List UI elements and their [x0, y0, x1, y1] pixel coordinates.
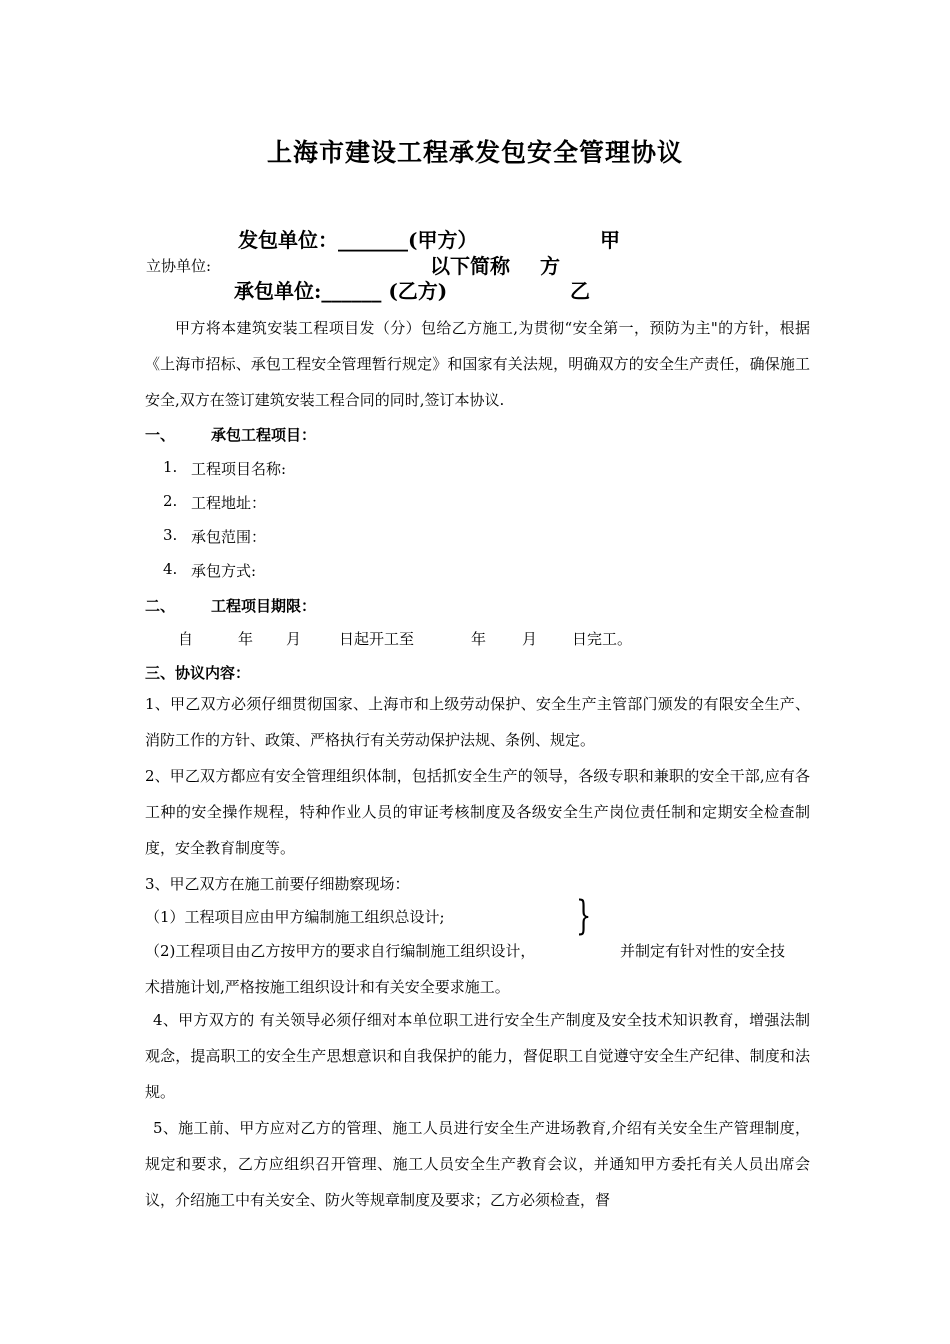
date-part: 月 [286, 630, 302, 648]
clause-3-option-1: （1）工程项目应由甲方编制施工组织总设计; [145, 908, 445, 926]
list-item-number: 1. [163, 458, 178, 476]
parties-label: 立协单位: [146, 257, 212, 275]
date-part: 日起开工至 [339, 630, 415, 648]
abbrev-label: 以下简称 [430, 254, 510, 278]
date-part: 月 [522, 630, 538, 648]
section2-number: 二、 [145, 597, 176, 615]
list-item-text: 承包范围： [191, 528, 267, 546]
date-part: 自 [178, 630, 194, 648]
clause-3-continuation: 术措施计划,严格按施工组织设计和有关安全要求施工。 [145, 978, 510, 996]
document-title: 上海市建设工程承发包安全管理协议 [266, 138, 683, 167]
intro-paragraph: 甲方将本建筑安装工程项目发（分）包给乙方施工,为贯彻“安全第一，预防为主"的方针，根据《上海市招标、承包工程安全管理暂行规定》和国家有关法规，明确双方的安全生产责任，确保施工安全,双方在签订建筑安装工程合同的同时,签订本协议. [145, 319, 810, 409]
clause-5: 5、施工前、甲方应对乙方的管理、施工人员进行安全生产进场教育,介绍有关安全生产管理制度，规定和要求，乙方应组织召开管理、施工人员安全生产教育会议，并通知甲方委托有关人员出席会议，介绍施工中有关安全、防火等规章制度及要求；乙方必须检查，督 [145, 1119, 810, 1209]
party-fang-char: 方 [540, 254, 560, 278]
clause-2: 2、甲乙双方都应有安全管理组织体制，包括抓安全生产的领导，各级专职和兼职的安全干部,应有各工种的安全操作规程，特种作业人员的审证考核制度及各级安全生产岗位责任制和定期安全检查制度，安全教育制度等。 [145, 767, 810, 857]
section3-heading: 三、协议内容： [145, 664, 251, 682]
date-part: 年 [471, 630, 487, 648]
clause-3-tail: 并制定有针对性的安全技 [620, 942, 786, 960]
list-item-text: 工程地址： [191, 494, 267, 512]
party-a-char: 甲 [600, 228, 620, 252]
clause-3: 3、甲乙双方在施工前要仔细勘察现场： [145, 875, 410, 893]
date-part: 年 [238, 630, 254, 648]
brace-symbol: } [576, 893, 592, 939]
clause-4: 4、甲方双方的 有关领导必须仔细对本单位职工进行安全生产制度及安全技术知识教育，增强法制观念，提高职工的安全生产思想意识和自我保护的能力，督促职工自觉遵守安全生产纪律、制度和法规。 [145, 1011, 810, 1101]
clause-3-option-2: （2)工程项目由乙方按甲方的要求自行编制施工组织设计， [145, 942, 536, 960]
list-item-number: 2. [163, 492, 178, 510]
list-item-text: 工程项目名称: [191, 460, 287, 478]
section2-heading: 工程项目期限： [211, 597, 317, 615]
list-item-text: 承包方式: [191, 562, 257, 580]
list-item-number: 4. [163, 560, 178, 578]
contractor-out-line: 发包单位：_______(甲方） [238, 228, 478, 252]
contractor-in-line: 承包单位:______ (乙方) [234, 279, 448, 303]
section1-number: 一、 [145, 426, 176, 444]
section1-heading: 承包工程项目： [211, 426, 317, 444]
party-b-char: 乙 [570, 279, 590, 303]
date-part: 日完工。 [572, 630, 633, 648]
list-item-number: 3. [163, 526, 178, 544]
clause-1: 1、甲乙双方必须仔细贯彻国家、上海市和上级劳动保护、安全生产主管部门颁发的有限安全生产、消防工作的方针、政策、严格执行有关劳动保护法规、条例、规定。 [145, 695, 810, 749]
